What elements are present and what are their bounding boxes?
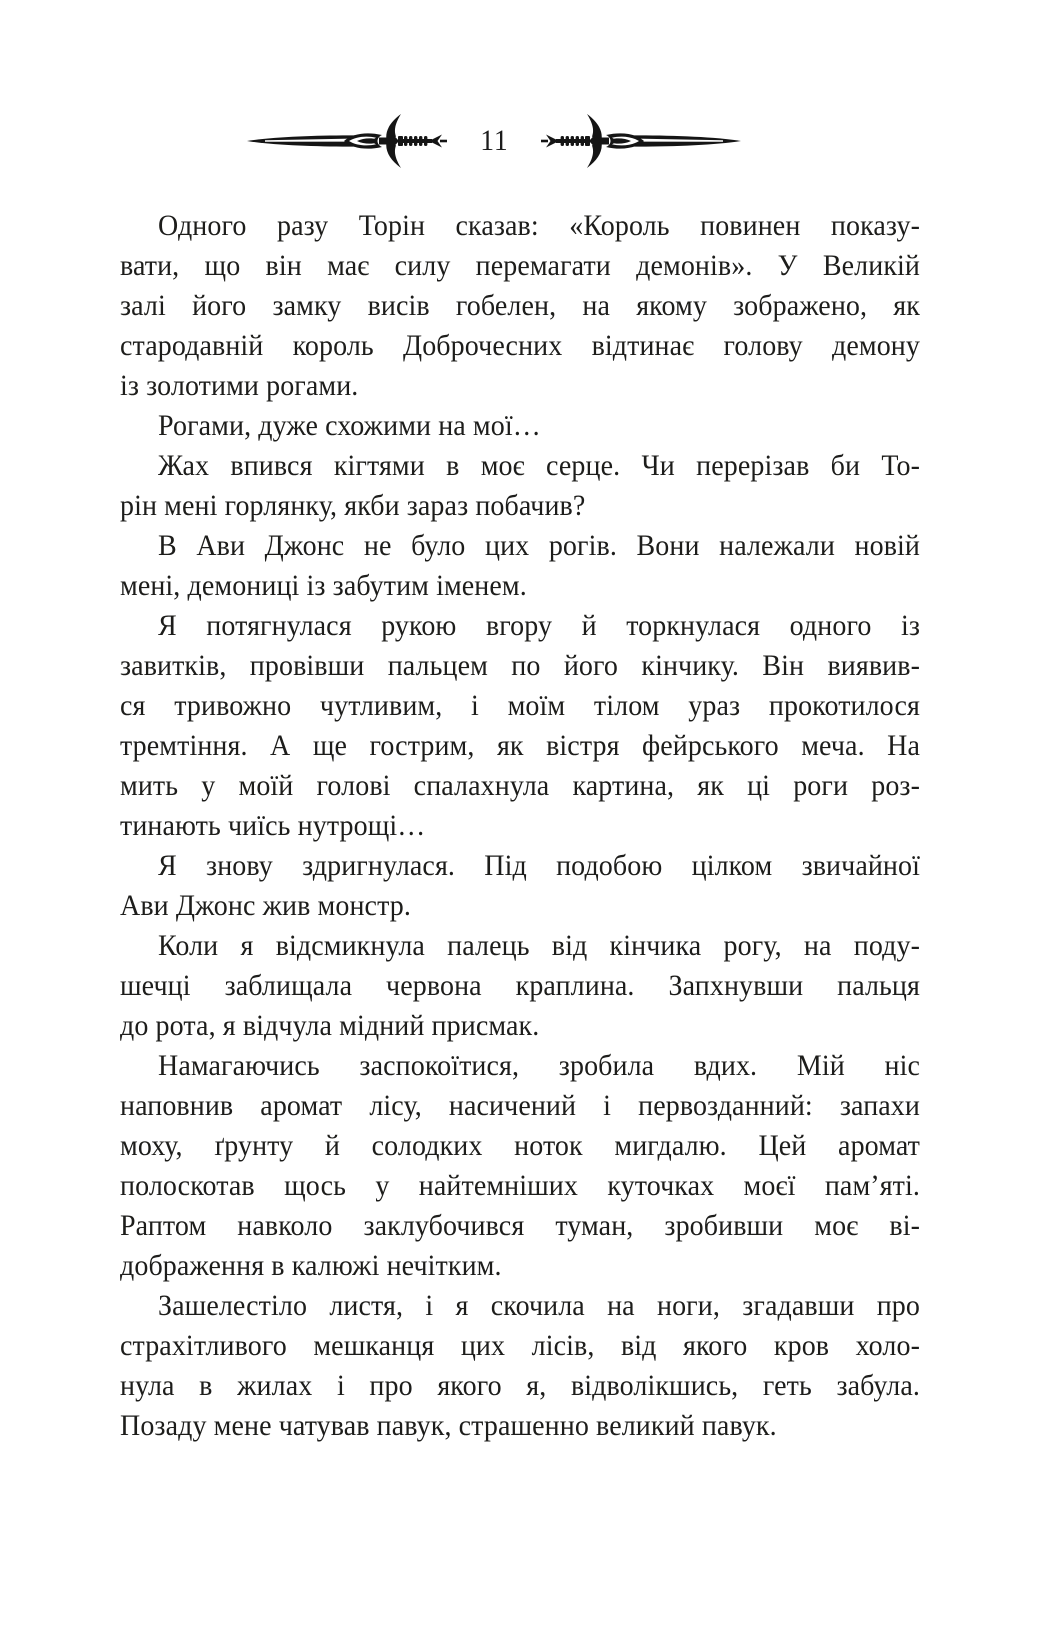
text-line: до рота, я відчула мідний присмак. — [120, 1010, 540, 1043]
text-line: вати, що він має силу перемагати демонів». У Великій — [120, 250, 920, 283]
text-line: Намагаючись заспокоїтися, зробила вдих. Мій ніс — [158, 1050, 920, 1083]
paragraph — [120, 446, 920, 526]
text-line: Я потягнулася рукою вгору й торкнулася одного із — [158, 610, 920, 643]
sword-divider-left-icon — [245, 114, 449, 168]
text-line: залі його замку висів гобелен, на якому зображено, як — [120, 290, 920, 323]
text-line: ся тривожно чутливим, і моїм тілом ураз прокотилося — [120, 690, 920, 723]
text-line: із золотими рогами. — [120, 370, 359, 403]
page-header — [0, 113, 1014, 169]
text-line: рін мені горлянку, якби зараз побачив? — [120, 490, 586, 523]
text-line: В Ави Джонс не було цих рогів. Вони належали новій — [158, 530, 920, 563]
paragraph — [120, 606, 920, 846]
text-line: наповнив аромат лісу, насичений і первозданний: запахи — [120, 1090, 920, 1123]
paragraph — [120, 1046, 920, 1286]
text-line: страхітливого мешканця цих лісів, від якого кров холо- — [120, 1330, 920, 1363]
paragraph — [120, 846, 920, 926]
text-line: Коли я відсмикнула палець від кінчика рогу, на поду- — [158, 930, 920, 963]
text-line: нула в жилах і про якого я, відволікшись, геть забула. — [120, 1370, 920, 1403]
text-line: Жах впився кігтями в моє серце. Чи перерізав би То- — [158, 450, 920, 483]
text-line: дображення в калюжі нечітким. — [120, 1250, 502, 1283]
text-line: полоскотав щось у найтемніших куточках моєї пам’яті. — [120, 1170, 920, 1203]
text-line: мені, демониці із забутим іменем. — [120, 570, 527, 603]
text-line: завитків, провівши пальцем по його кінчику. Він виявив- — [120, 650, 920, 683]
paragraph — [120, 1286, 920, 1446]
text-line: Позаду мене чатував павук, страшенно великий павук. — [120, 1410, 777, 1443]
text-line: Ави Джонс жив монстр. — [120, 890, 411, 923]
text-line: Я знову здригнулася. Під подобою цілком звичайної — [158, 850, 920, 883]
text-line: тинають чиїсь нутрощі… — [120, 810, 426, 843]
sword-divider-right-icon — [539, 114, 743, 168]
text-line: тремтіння. А ще гострим, як вістря фейрського меча. На — [120, 730, 920, 763]
text-line: Рогами, дуже схожими на мої… — [158, 410, 541, 443]
text-line: стародавній король Доброчесних відтинає голову демону — [120, 330, 920, 363]
paragraph — [120, 206, 920, 406]
text-line: мить у моїй голові спалахнула картина, як ці роги роз- — [120, 770, 920, 803]
paragraph — [120, 526, 920, 606]
paragraph — [120, 926, 920, 1046]
text-line: моху, ґрунту й солодких ноток мигдалю. Цей аромат — [120, 1130, 920, 1163]
text-line: шечці заблищала червона краплина. Запхнувши пальця — [120, 970, 920, 1003]
text-line: Зашелестіло листя, і я скочила на ноги, згадавши про — [158, 1290, 920, 1323]
paragraph — [120, 406, 920, 446]
page-number: 11 — [479, 124, 509, 157]
page-text — [120, 206, 920, 1446]
text-line: Одного разу Торін сказав: «Король повинен показу- — [158, 210, 920, 243]
text-line: Раптом навколо заклубочився туман, зробивши моє ві- — [120, 1210, 920, 1243]
